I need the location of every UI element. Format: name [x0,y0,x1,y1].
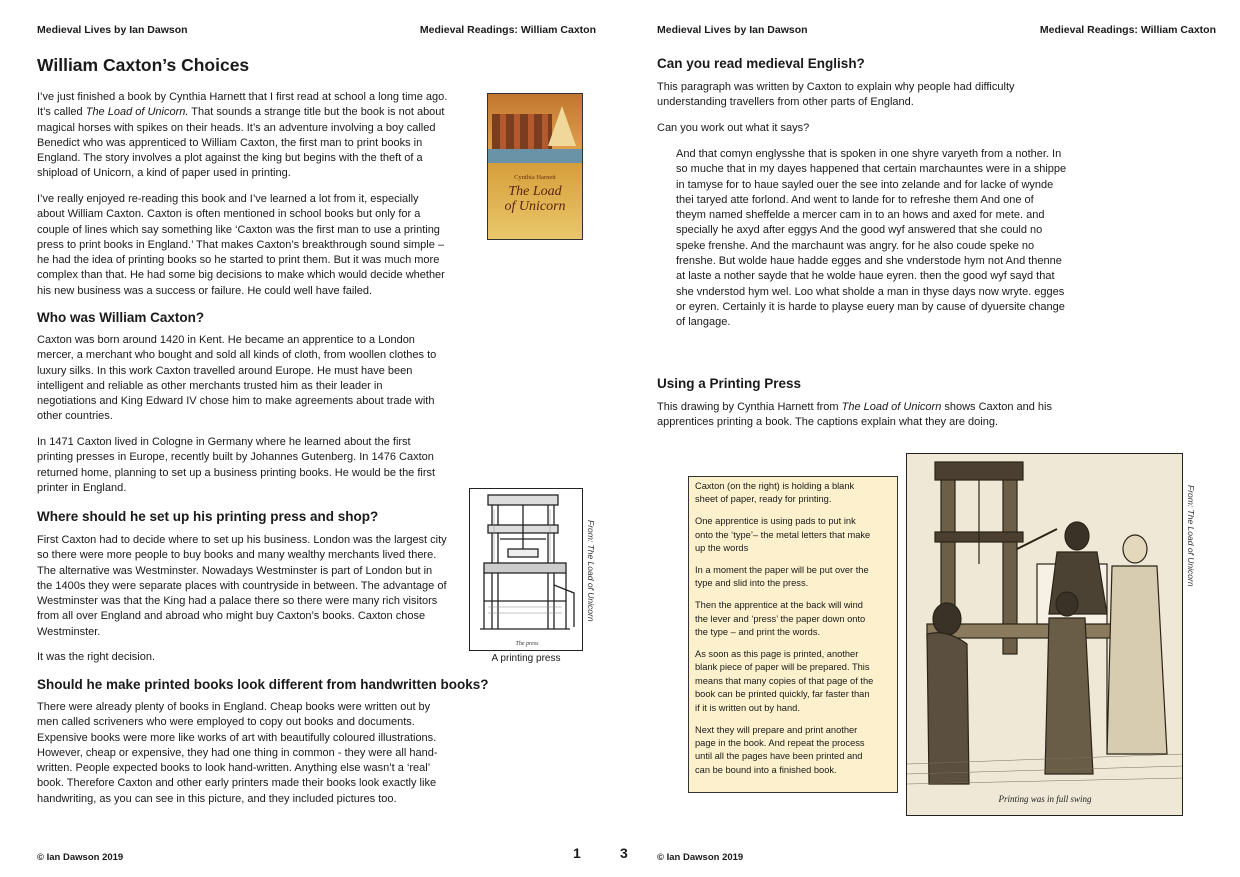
heading-printed-books: Should he make printed books look different from handwritten books? [37,677,489,692]
text-line: mercer, a merchant who bought and sold all kinds of cloth, from woollen clothes to [37,349,437,362]
footer-copyright: © Ian Dawson 2019 [657,852,744,863]
text-line: men called scriveners who were employed to copy out books and documents. [37,716,415,729]
read-paragraph-2: Can you work out what it says? [657,122,810,134]
text-line: the 1400s they were separate places with countryside in between. The advantage of [37,579,447,592]
text-line: magical horses with spikes on their heads. It’s an adventure involving a boy called [37,121,436,134]
text-line: understanding travellers from other parts of England. [657,96,914,109]
caption-paragraph: As soon as this page is printed, another blank piece of paper will be prepared. This means that many copies of that page of the book can be printed quickly, far faster than if it is written out by hand. [695,649,874,713]
text-line: couple of lines which say something like ‘Caxton was the first man to use a printing [37,223,440,236]
caption-paragraph: Next they will prepare and print another page in the book. And repeat the process until all the pages have been printed and can be bound into a finished book. [695,724,865,775]
text-line: negotiations and King Edward IV chose him to make agreements about trade with [37,395,435,408]
who-paragraph-1 [37,333,436,425]
press-caption: A printing press [491,653,561,664]
text-line: so muche that in my dayes happened that certain marchauntes were in a shippe [676,163,1067,176]
page-number: 3 [620,845,628,861]
text-line: other countries. [37,410,113,423]
header-right: Medieval Readings: William Caxton [1039,24,1216,36]
caption-box [688,476,898,793]
text-line: complex than that. He had some big decisions to make which would decide whether [37,269,445,282]
text-line: of langage. [676,316,731,329]
text-line: luxury silks. In this work Caxton travelled around Europe. He must have been [37,364,413,377]
text-line: However, cheap or expensive, they had one thing in common - they were all hand- [37,746,438,759]
text-line: printer in England. [37,481,127,494]
caption-paragraph: Then the apprentice at the back will wind the lever and ‘press’ the paper down onto the type – and print the words. [695,600,866,638]
text-line: Expensive books were more like works of art with beautifully coloured illustrations. [37,731,437,744]
caption-paragraph: Caxton (on the right) is holding a blank sheet of paper, ready for printing. [695,481,855,505]
medieval-quote [676,147,1096,331]
heading-who: Who was William Caxton? [37,310,205,325]
press-credit: From: The Load of Unicorn [586,520,596,622]
text-line: frenshe. But wolde haue hadde egges and she vnderstode hym not And thenne [676,255,1062,268]
footer-copyright: © Ian Dawson 2019 [37,852,124,863]
text-line: theym named sheffelde a mercer cam in to an hows and axed for mete. and [676,209,1045,222]
text-line: written. People expected books to look hand-written. Anything else wasn’t a ‘real’ [37,762,431,775]
text-line: I’ve just finished a book by Cynthia Harnett that I first read at school a long time ago. [37,91,448,103]
header-right: Medieval Readings: William Caxton [419,24,596,36]
heading-using-press: Using a Printing Press [657,376,802,391]
press-inner-caption: The press [515,641,539,647]
text-line: apprentices printing a book. The captions explain what they are doing. [657,416,999,429]
header-left: Medieval Lives by Ian Dawson [37,24,188,36]
text-line: In 1471 Caxton lived in Cologne in Germany where he learned about the first [37,436,411,448]
text-line: Benedict who was apprenticed to William Caxton, the first man to print books in [37,136,423,149]
printing-press-image [469,488,583,651]
text-line: This drawing by Cynthia Harnett from The Load of Unicorn shows Caxton and his [657,401,1052,413]
drawing-credit: From: The Load of Unicorn [1186,485,1196,587]
printed-paragraph-1 [37,700,438,807]
cover-author: Cynthia Harnett [514,174,556,181]
text-line: Westminster was that the King had a palace there so there were many rich visitors [37,595,438,608]
text-line: specially he axyd after eggys And the good wyf answered that she could no [676,224,1043,237]
text-line: intelligent and reliable as other merchants trusted him as their leader in [37,379,383,392]
book-cover-image [487,93,583,240]
text-line: press to print books in England.’ That makes Caxton’s breakthrough sound simple – [37,238,445,251]
who-paragraph-2 [37,435,435,496]
text-line: about William Caxton. Caxton is often mentioned in school books but only for a [37,208,421,221]
text-line: England. The story involves a plot against the king but begins with the theft of a [37,152,423,165]
text-line: Caxton was born around 1420 in Kent. He became an apprentice to a London [37,334,415,346]
intro-paragraph-1 [37,90,447,182]
header-left: Medieval Lives by Ian Dawson [657,24,808,36]
text-line: so there were more people to buy books and many wealthy merchants lived there. [37,549,437,562]
text-line: shipload of Unicorn, a kind of paper used in printing. [37,167,291,180]
text-line: at laste a nother sayde that he wolde haue eyren. then the good wyf sayd that [676,270,1055,283]
text-line: First Caxton had to decide where to set up his business. London was the largest city [37,534,447,546]
drawing-caption: Printing was in full swing [998,794,1092,804]
heading-read-medieval: Can you read medieval English? [657,56,865,71]
text-line: Westminster. [37,625,101,638]
text-line: thei taryed atte forlond. And went to lande for to refreshe them And one of [676,193,1034,206]
where-paragraph-1 [37,533,447,640]
caption-paragraph: In a moment the paper will be put over the type and slid into the press. [695,565,869,589]
intro-paragraph-2 [37,192,445,299]
text-line: There were already plenty of books in England. Cheap books were written out by [37,701,431,713]
text-line: or eyren. Certainly it is harde to playse euery man by cause of dyuersite change [676,300,1065,313]
text-line: I’ve really enjoyed re-reading this book and I’ve learned a lot from it, especially [37,193,419,205]
text-line: printing presses in Europe, recently built by Johannes Gutenberg. In 1476 Caxton [37,451,434,464]
text-line: returned home, planning to set up a business printing books. He would be the first [37,466,436,479]
page-title: William Caxton’s Choices [37,55,250,75]
text-line: his new business was a success or failure. He could well have failed. [37,284,373,297]
text-line: speke frenshe. And the marchaunt was angry. for he also coude speke no [676,239,1035,252]
text-line: It’s called The Load of Unicorn. That sounds a strange title but the book is not about [37,106,445,119]
text-line: she vnderstod hym wel. Loo what sholde a man in thyse days now wryte. egges [676,285,1065,298]
caption-paragraph: One apprentice is using pads to put ink onto the ‘type’– the metal letters that make up the words [695,516,871,554]
text-line: from all over England and abroad who might buy Caxton’s books. Caxton chose [37,610,426,623]
text-line: he had the idea of printing books so he started to print them. But it was much more [37,254,440,267]
printing-scene-drawing [906,453,1183,816]
cover-title: The Load of Unicorn [504,184,566,214]
text-line: The alternative was Westminster. Nowadays Westminster is part of London but in [37,564,433,577]
page-number: 1 [573,845,581,861]
where-paragraph-2: It was the right decision. [37,651,156,663]
text-line: handwriting, as you can see in this picture, and they included pictures too. [37,792,397,805]
text-line: This paragraph was written by Caxton to explain why people had difficulty [657,81,1015,93]
text-line: And that comyn englysshe that is spoken in one shyre varyeth from a nother. In [676,148,1062,160]
text-line: in tamyse for to haue sayled ouer the see into zelande and for lacke of wynde [676,178,1054,191]
read-paragraph-1 [657,80,1015,111]
text-line: book. Therefore Caxton and other early printers made their books look exactly like [37,777,437,790]
heading-where: Where should he set up his printing press and shop? [37,509,379,524]
